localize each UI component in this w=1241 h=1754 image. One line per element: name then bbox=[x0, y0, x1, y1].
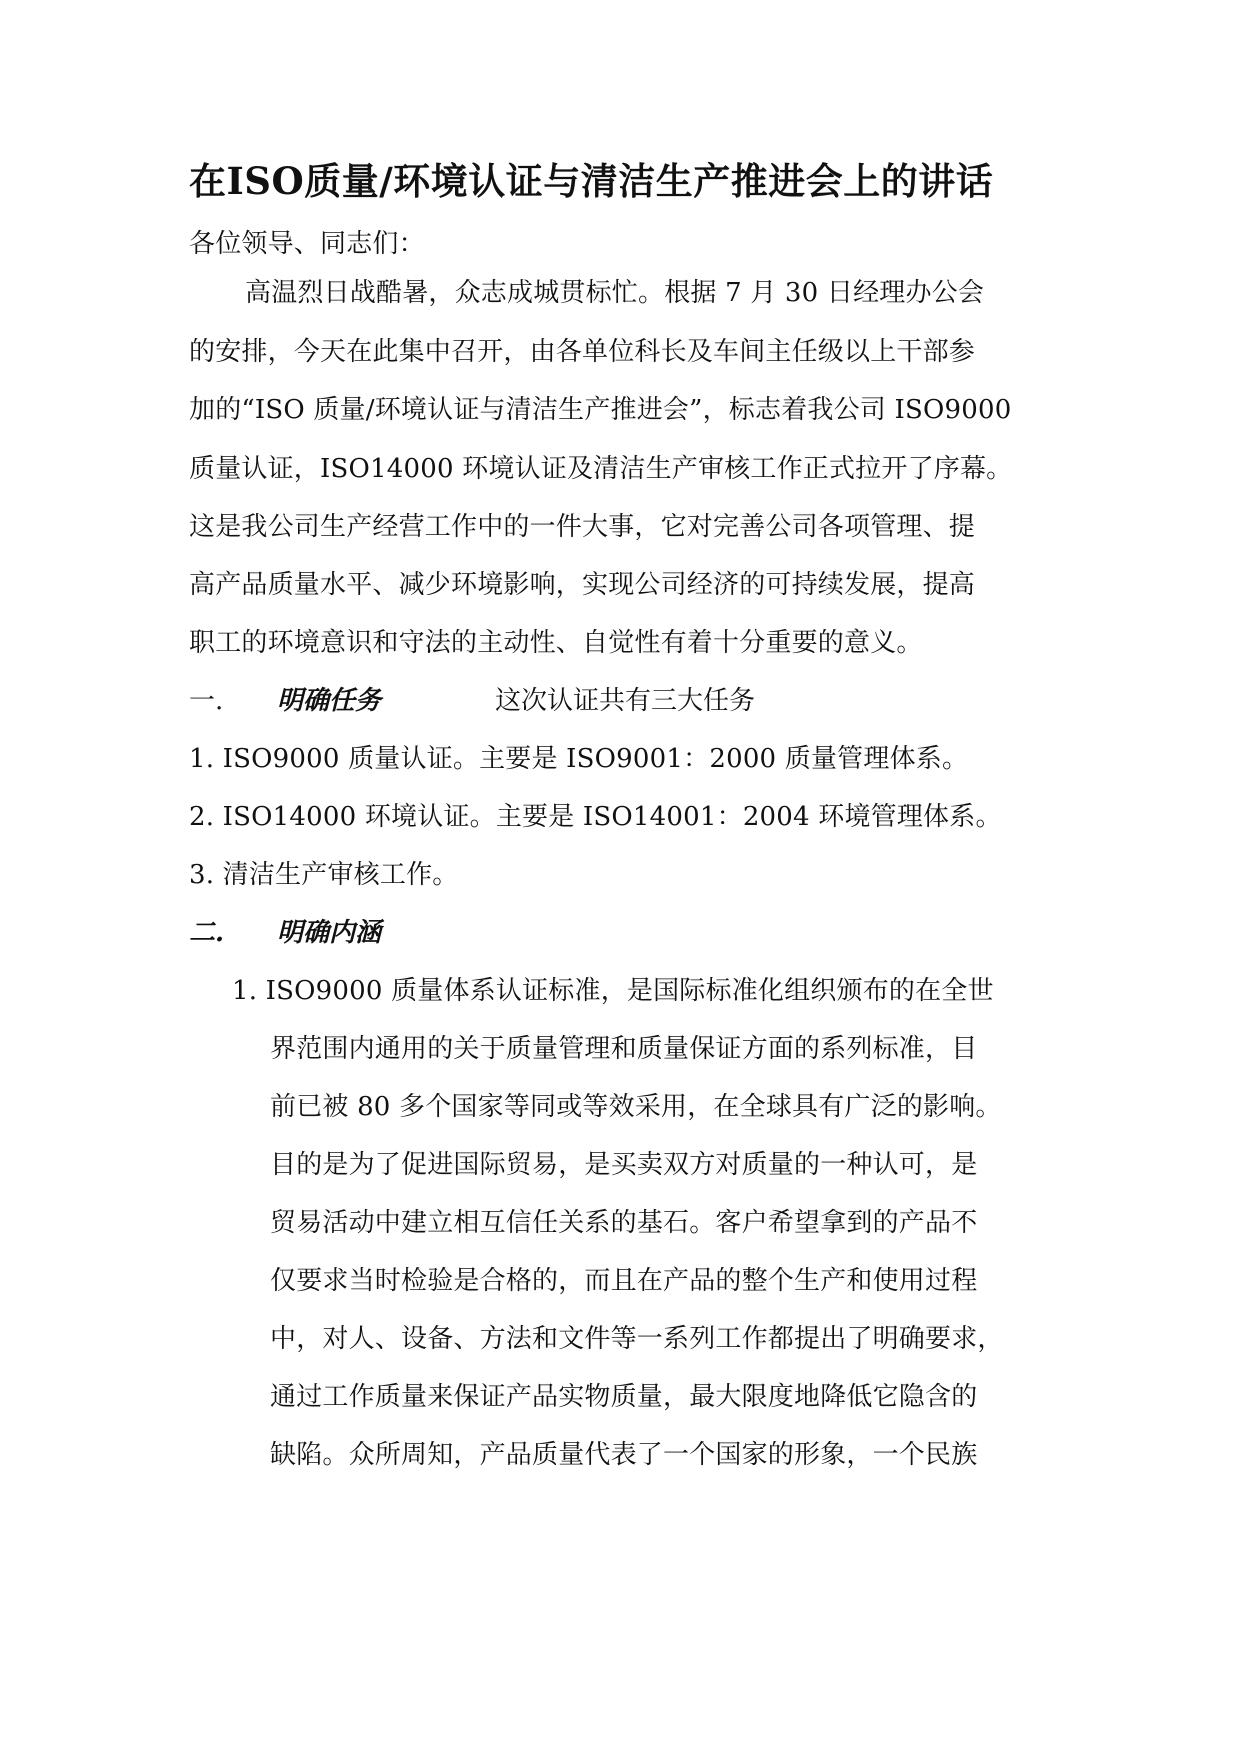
section1-item-2: 2. ISO14000 环境认证。主要是 ISO14001：2004 环境管理体系。 bbox=[189, 802, 1002, 832]
section2-item1-line-7: 中，对人、设备、方法和文件等一系列工作都提出了明确要求， bbox=[270, 1324, 1004, 1354]
section2-item1-line-3: 前已被 80 多个国家等同或等效采用，在全球具有广泛的影响。 bbox=[270, 1092, 1002, 1122]
section2-item1-line-2: 界范围内通用的关于质量管理和质量保证方面的系列标准，目 bbox=[270, 1034, 978, 1064]
section1-item-3: 3. 清洁生产审核工作。 bbox=[189, 860, 459, 890]
intro-line-4: 质量认证，ISO14000 环境认证及清洁生产审核工作正式拉开了序幕。 bbox=[189, 454, 1013, 484]
intro-line-2: 的安排，今天在此集中召开，由各单位科长及车间主任级以上干部参 bbox=[189, 337, 976, 367]
section2-item1-line-5: 贸易活动中建立相互信任关系的基石。客户希望拿到的产品不 bbox=[270, 1208, 978, 1238]
section2-item1-line-6: 仅要求当时检验是合格的，而且在产品的整个生产和使用过程 bbox=[270, 1266, 978, 1296]
section1-heading: 明确任务 bbox=[277, 686, 382, 716]
document-title: 在ISO质量/环境认证与清洁生产推进会上的讲话 bbox=[189, 159, 994, 203]
intro-line-3: 加的“ISO 质量/环境认证与清洁生产推进会”，标志着我公司 ISO9000 bbox=[189, 395, 1012, 425]
section1-note: 这次认证共有三大任务 bbox=[495, 686, 756, 716]
intro-line-7: 职工的环境意识和守法的主动性、自觉性有着十分重要的意义。 bbox=[189, 628, 923, 658]
section2-item1-line-8: 通过工作质量来保证产品实物质量，最大限度地降低它隐含的 bbox=[270, 1382, 978, 1412]
section1-number: 一. bbox=[189, 686, 224, 716]
intro-line-1: 高温烈日战酷暑，众志成城贯标忙。根据 7 月 30 日经理办公会 bbox=[245, 278, 985, 308]
section2-item1-line-9: 缺陷。众所周知，产品质量代表了一个国家的形象，一个民族 bbox=[270, 1440, 978, 1470]
intro-line-6: 高产品质量水平、减少环境影响，实现公司经济的可持续发展，提高 bbox=[189, 570, 976, 600]
intro-line-5: 这是我公司生产经营工作中的一件大事，它对完善公司各项管理、提 bbox=[189, 512, 976, 542]
section2-heading: 明确内涵 bbox=[277, 918, 382, 948]
section1-item-1: 1. ISO9000 质量认证。主要是 ISO9001：2000 质量管理体系。 bbox=[189, 744, 969, 774]
section2-number: 二. bbox=[189, 918, 225, 948]
section2-item1-line-1: 1. ISO9000 质量体系认证标准，是国际标准化组织颁布的在全世 bbox=[232, 976, 994, 1006]
section2-item1-line-4: 目的是为了促进国际贸易，是买卖双方对质量的一种认可，是 bbox=[270, 1150, 978, 1180]
salutation: 各位领导、同志们： bbox=[189, 229, 425, 259]
